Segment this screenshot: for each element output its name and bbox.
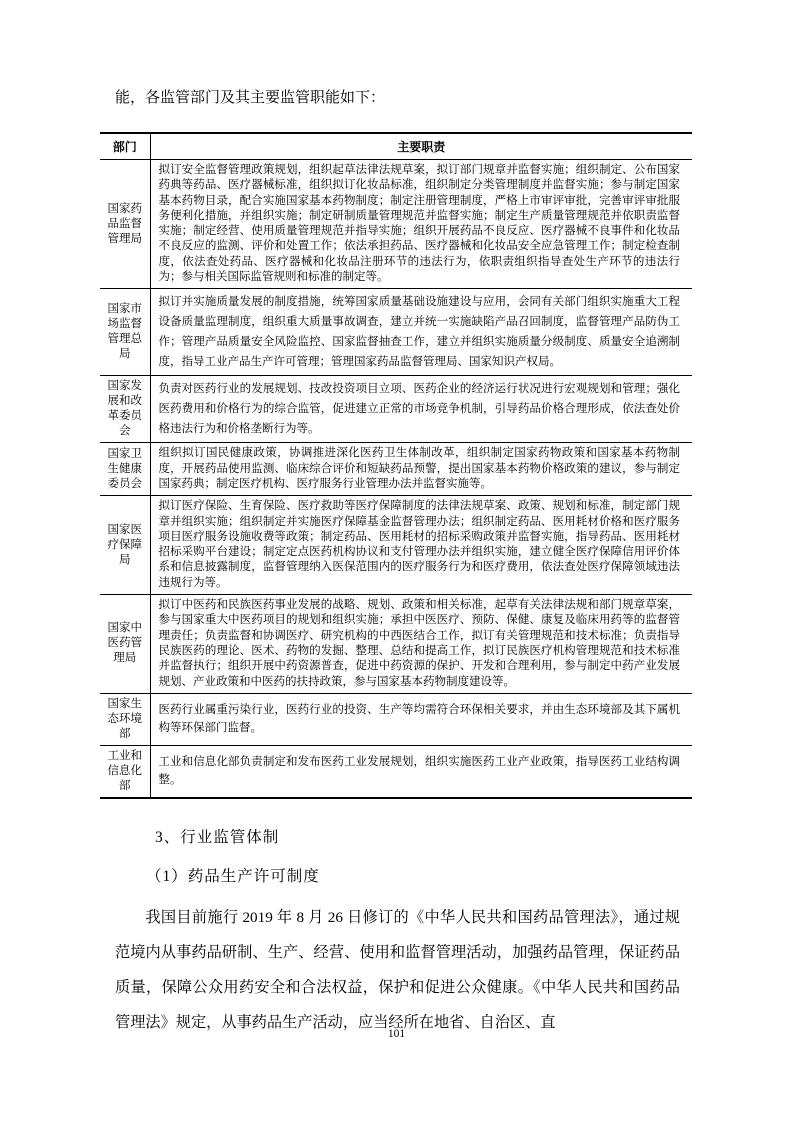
department-cell: 国家生态环境部	[100, 693, 150, 745]
department-cell: 国家医疗保障局	[100, 496, 150, 595]
duty-cell: 医药行业属重污染行业，医药行业的投资、生产等均需符合环保相关要求，并由生态环境部及其下属机构等环保部门监督。	[150, 693, 692, 745]
department-cell: 国家市场监督管理总局	[100, 289, 150, 376]
column-header-duty: 主要职责	[150, 133, 692, 160]
body-paragraph: 我国目前施行 2019 年 8 月 26 日修订的《中华人民共和国药品管理法》，通过规范境内从事药品研制、生产、经营、使用和监督管理活动，加强药品管理，保证药品质量，保障公众用药安全和合法权益，保护和促进公众健康。《中华人民共和国药品管理法》规定，从事药品生产活动，应当经所在地省、自治区、直	[115, 908, 680, 1031]
department-cell: 国家中医药管理局	[100, 595, 150, 694]
table-row	[100, 745, 692, 798]
intro-text: 能，各监管部门及其主要监管职能如下：	[115, 90, 386, 106]
regulators-table	[100, 132, 692, 799]
duty-cell: 拟订安全监督管理政策规划，组织起草法律法规草案，拟订部门规章并监督实施；组织制定、公布国家药典等药品、医疗器械标准，组织拟订化妆品标准，组织制定分类管理制度并监督实施；参与制定国家基本药物目录，配合实施国家基本药物制度；制定注册管理制度，严格上市审评审批，完善审评审批服务便利化措施，并组织实施；制定研制质量管理规范并监督实施；制定生产质量管理规范并依职责监督实施；制定经营、使用质量管理规范并指导实施；组织开展药品不良反应、医疗器械不良事件和化妆品不良反应的监测、评价和处置工作；依法承担药品、医疗器械和化妆品安全应急管理工作；制定检查制度，依法查处药品、医疗器械和化妆品注册环节的违法行为，依职责组织指导查处生产环节的违法行为；参与相关国际监管规则和标准的制定等。	[150, 160, 692, 289]
section-heading: 3、行业监管体制	[155, 828, 280, 846]
subsection-heading: （1）药品生产许可制度	[146, 867, 320, 885]
column-header-department: 部门	[100, 133, 150, 160]
department-cell: 国家卫生健康委员会	[100, 443, 150, 496]
duty-cell: 拟订并实施质量发展的制度措施，统筹国家质量基础设施建设与应用，会同有关部门组织实施重大工程设备质量监理制度，组织重大质量事故调查，建立并统一实施缺陷产品召回制度，监督管理产品防伪工作；管理产品质量安全风险监控、国家监督抽查工作，建立并组织实施质量分级制度、质量安全追溯制度，指导工业产品生产许可管理；管理国家药品监督管理局、国家知识产权局。	[150, 289, 692, 376]
duty-cell: 拟订医疗保险、生育保险、医疗救助等医疗保障制度的法律法规草案、政策、规划和标准，制定部门规章并组织实施；组织制定并实施医疗保障基金监督管理办法；组织制定药品、医用耗材价格和医疗服务项目医疗服务设施收费等政策；制定药品、医用耗材的招标采购政策并监督实施，指导药品、医用耗材招标采购平台建设；制定定点医药机构协议和支付管理办法并组织实施，建立健全医疗保障信用评价体系和信息披露制度，监督管理纳入医保范围内的医疗服务行为和医疗费用，依法查处医疗保障领域违法违规行为等。	[150, 496, 692, 595]
table-row	[100, 443, 692, 496]
duty-cell: 组织拟订国民健康政策，协调推进深化医药卫生体制改革，组织制定国家药物政策和国家基本药物制度，开展药品使用监测、临床综合评价和短缺药品预警，提出国家基本药物价格政策的建议，参与制定国家药典；制定医疗机构、医疗服务行业管理办法并监督实施等。	[150, 443, 692, 496]
table-row	[100, 693, 692, 745]
department-cell: 国家药品监督管理局	[100, 160, 150, 289]
table-row	[100, 595, 692, 694]
regulators-table-body	[100, 160, 692, 798]
table-row	[100, 496, 692, 595]
table-row	[100, 160, 692, 289]
department-cell: 工业和信息化部	[100, 745, 150, 798]
duty-cell: 拟订中医药和民族医药事业发展的战略、规划、政策和相关标准，起草有关法律法规和部门规章草案，参与国家重大中医药项目的规划和组织实施；承担中医医疗、预防、保健、康复及临床用药等的监督管理责任；负责监督和协调医疗、研究机构的中西医结合工作，拟订有关管理规范和技术标准；负责指导民族医药的理论、医术、药物的发掘、整理、总结和提高工作，拟订民族医疗机构管理规范和技术标准并监督执行；组织开展中药资源普查，促进中药资源的保护、开发和合理利用，参与制定中药产业发展规划、产业政策和中医药的扶持政策，参与国家基本药物制度建设等。	[150, 595, 692, 694]
duty-cell: 工业和信息化部负责制定和发布医药工业发展规划，组织实施医药工业产业政策，指导医药工业结构调整。	[150, 745, 692, 798]
department-cell: 国家发展和改革委员会	[100, 376, 150, 443]
duty-cell: 负责对医药行业的发展规划、技改投资项目立项、医药企业的经济运行状况进行宏观规划和管理；强化医药费用和价格行为的综合监管，促进建立正常的市场竞争机制，引导药品价格合理形成，依法查处价格违法行为和价格垄断行为等。	[150, 376, 692, 443]
table-header-row	[100, 133, 692, 160]
table-row	[100, 289, 692, 376]
table-row	[100, 376, 692, 443]
page-number: 101	[387, 1028, 406, 1040]
